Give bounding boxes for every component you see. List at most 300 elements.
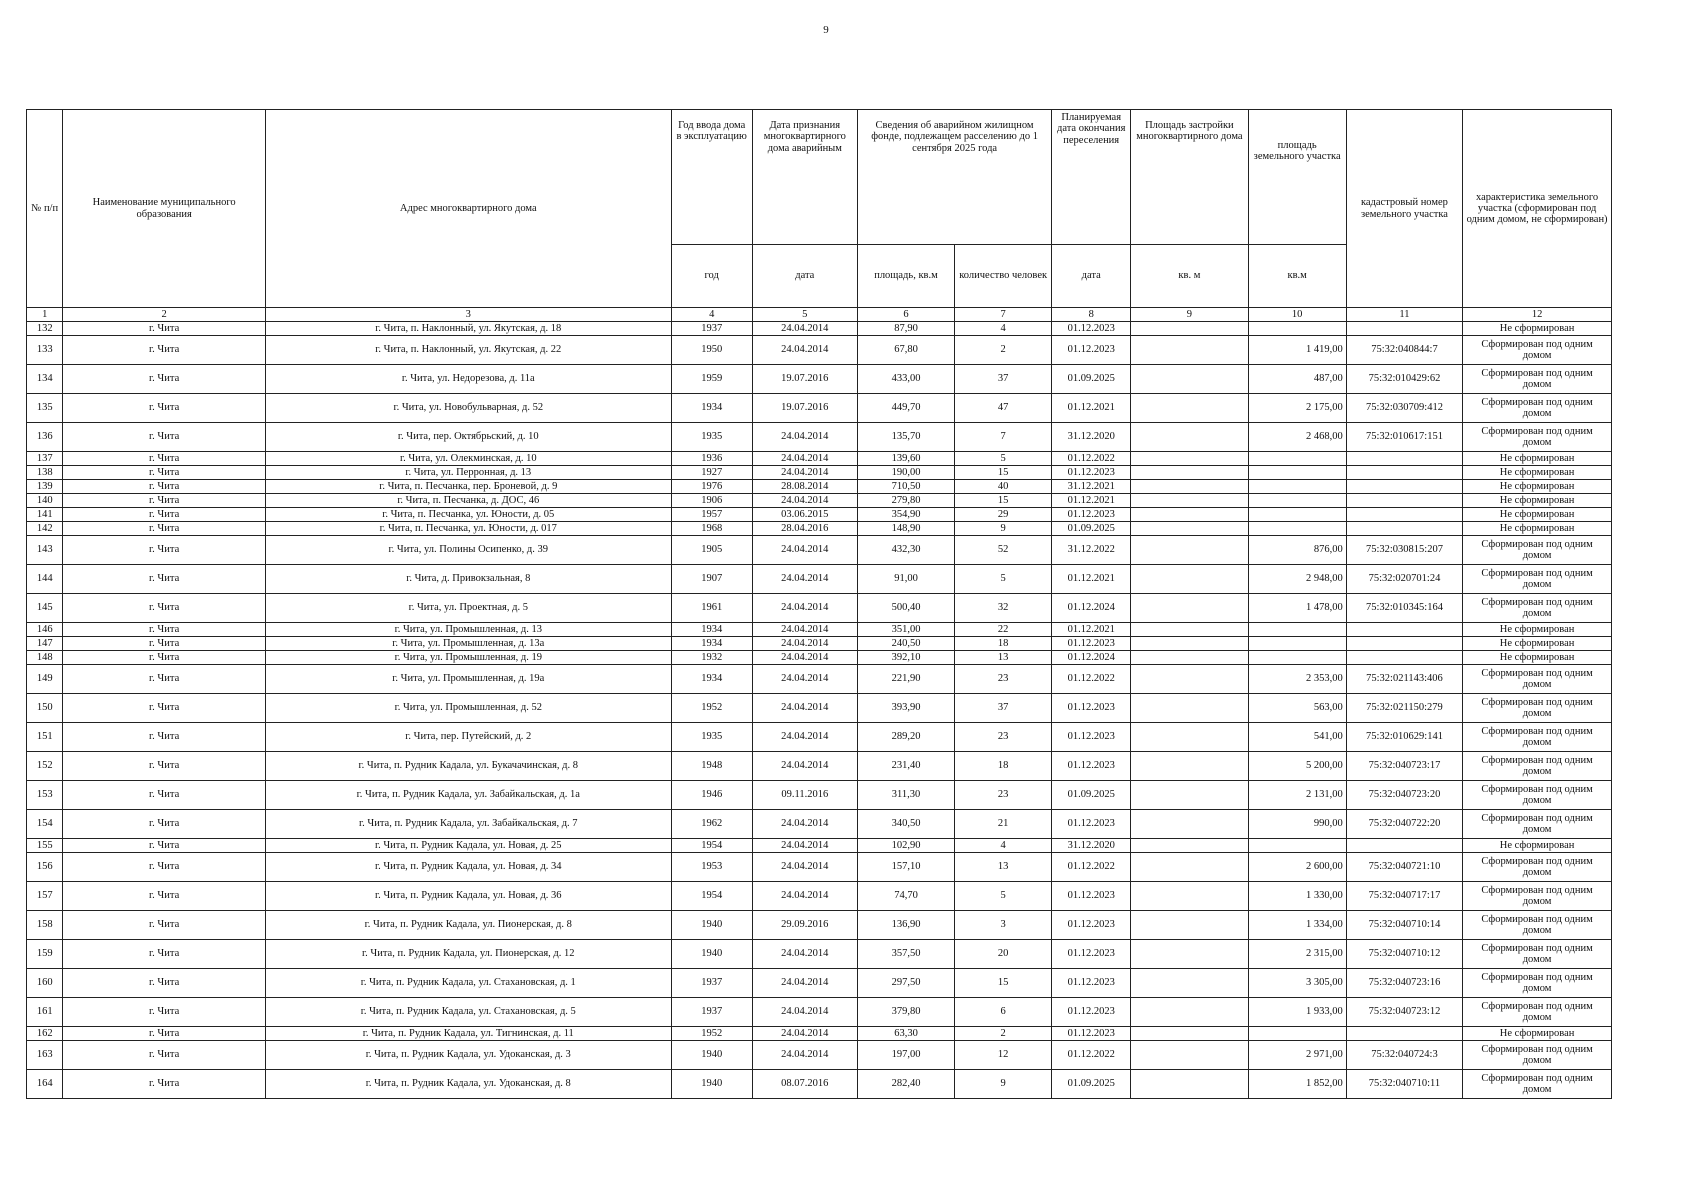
cell-people: 22 [955, 623, 1052, 637]
cell-building-area [1131, 651, 1248, 665]
cell-address: г. Чита, ул. Промышленная, д. 19 [265, 651, 671, 665]
cell-year: 1935 [671, 423, 752, 452]
cell-cadastral-number [1346, 508, 1462, 522]
cell-year: 1905 [671, 536, 752, 565]
cell-land-characteristic: Сформирован под одним домом [1463, 911, 1612, 940]
column-number: 1 [27, 308, 63, 322]
cell-recognition-date: 24.04.2014 [752, 940, 857, 969]
cell-year: 1976 [671, 480, 752, 494]
cell-land-characteristic: Сформирован под одним домом [1463, 940, 1612, 969]
cell-year: 1948 [671, 752, 752, 781]
cell-area: 449,70 [857, 394, 954, 423]
table-row [27, 336, 1612, 365]
cell-building-area [1131, 882, 1248, 911]
cell-cadastral-number [1346, 322, 1462, 336]
cell-recognition-date: 24.04.2014 [752, 810, 857, 839]
cell-land-characteristic: Сформирован под одним домом [1463, 394, 1612, 423]
table-row [27, 911, 1612, 940]
cell-people: 3 [955, 911, 1052, 940]
cell-land-area: 2 175,00 [1248, 394, 1346, 423]
cell-area: 240,50 [857, 637, 954, 651]
cell-planned-date: 01.12.2023 [1052, 322, 1131, 336]
cell-municipality: г. Чита [63, 781, 265, 810]
cell-land-characteristic: Сформирован под одним домом [1463, 694, 1612, 723]
cell-land-characteristic: Сформирован под одним домом [1463, 882, 1612, 911]
cell-year: 1962 [671, 810, 752, 839]
cell-building-area [1131, 423, 1248, 452]
cell-planned-date: 31.12.2020 [1052, 423, 1131, 452]
cell-address: г. Чита, п. Рудник Кадала, ул. Забайкальская, д. 7 [265, 810, 671, 839]
cell-building-area [1131, 336, 1248, 365]
cell-planned-date: 01.12.2023 [1052, 882, 1131, 911]
cell-municipality: г. Чита [63, 594, 265, 623]
cell-municipality: г. Чита [63, 853, 265, 882]
cell-people: 37 [955, 365, 1052, 394]
cell-number: 134 [27, 365, 63, 394]
cell-year: 1907 [671, 565, 752, 594]
cell-municipality: г. Чита [63, 365, 265, 394]
cell-year: 1927 [671, 466, 752, 480]
table-row [27, 365, 1612, 394]
cell-number: 151 [27, 723, 63, 752]
cell-building-area [1131, 998, 1248, 1027]
table-row [27, 322, 1612, 336]
cell-recognition-date: 24.04.2014 [752, 336, 857, 365]
cell-land-area: 3 305,00 [1248, 969, 1346, 998]
cell-land-characteristic: Не сформирован [1463, 480, 1612, 494]
cell-recognition-date: 24.04.2014 [752, 637, 857, 651]
cell-building-area [1131, 694, 1248, 723]
cell-land-characteristic: Сформирован под одним домом [1463, 665, 1612, 694]
cell-cadastral-number: 75:32:030815:207 [1346, 536, 1462, 565]
cell-area: 279,80 [857, 494, 954, 508]
cell-address: г. Чита, п. Рудник Кадала, ул. Пионерская, д. 12 [265, 940, 671, 969]
cell-municipality: г. Чита [63, 494, 265, 508]
cell-number: 161 [27, 998, 63, 1027]
cell-planned-date: 01.12.2021 [1052, 494, 1131, 508]
cell-year: 1950 [671, 336, 752, 365]
cell-cadastral-number: 75:32:040710:12 [1346, 940, 1462, 969]
cell-year: 1953 [671, 853, 752, 882]
cell-recognition-date: 24.04.2014 [752, 452, 857, 466]
cell-land-characteristic: Сформирован под одним домом [1463, 723, 1612, 752]
cell-year: 1932 [671, 651, 752, 665]
cell-address: г. Чита, ул. Перронная, д. 13 [265, 466, 671, 480]
cell-year: 1954 [671, 839, 752, 853]
cell-number: 145 [27, 594, 63, 623]
cell-recognition-date: 19.07.2016 [752, 365, 857, 394]
cell-municipality: г. Чита [63, 623, 265, 637]
cell-address: г. Чита, п. Рудник Кадала, ул. Новая, д. 25 [265, 839, 671, 853]
table-row [27, 969, 1612, 998]
cell-people: 5 [955, 882, 1052, 911]
cell-recognition-date: 24.04.2014 [752, 565, 857, 594]
cell-number: 133 [27, 336, 63, 365]
cell-municipality: г. Чита [63, 911, 265, 940]
cell-cadastral-number: 75:32:040722:20 [1346, 810, 1462, 839]
cell-area: 311,30 [857, 781, 954, 810]
cell-building-area [1131, 536, 1248, 565]
cell-land-area: 487,00 [1248, 365, 1346, 394]
page-number: 9 [823, 24, 829, 36]
cell-municipality: г. Чита [63, 1027, 265, 1041]
column-number: 5 [752, 308, 857, 322]
table-row [27, 536, 1612, 565]
cell-land-area [1248, 1027, 1346, 1041]
cell-land-characteristic: Не сформирован [1463, 1027, 1612, 1041]
cell-land-area: 1 852,00 [1248, 1070, 1346, 1099]
cell-land-characteristic: Сформирован под одним домом [1463, 752, 1612, 781]
cell-land-area: 990,00 [1248, 810, 1346, 839]
cell-number: 157 [27, 882, 63, 911]
cell-cadastral-number: 75:32:021150:279 [1346, 694, 1462, 723]
cell-land-area: 2 600,00 [1248, 853, 1346, 882]
table-row [27, 522, 1612, 536]
cell-planned-date: 01.12.2023 [1052, 998, 1131, 1027]
emergency-housing-table [26, 109, 1612, 1099]
cell-building-area [1131, 1070, 1248, 1099]
cell-cadastral-number: 75:32:010629:141 [1346, 723, 1462, 752]
col-header-land-area: площадь земельного участка [1248, 110, 1346, 245]
cell-building-area [1131, 853, 1248, 882]
cell-cadastral-number: 75:32:010429:62 [1346, 365, 1462, 394]
cell-municipality: г. Чита [63, 969, 265, 998]
col-header-year: Год ввода дома в эксплуатацию [671, 110, 752, 245]
cell-people: 23 [955, 723, 1052, 752]
cell-land-area: 2 315,00 [1248, 940, 1346, 969]
cell-recognition-date: 24.04.2014 [752, 594, 857, 623]
cell-building-area [1131, 623, 1248, 637]
cell-people: 32 [955, 594, 1052, 623]
cell-area: 289,20 [857, 723, 954, 752]
cell-number: 140 [27, 494, 63, 508]
table-row [27, 665, 1612, 694]
cell-address: г. Чита, п. Рудник Кадала, ул. Стахановская, д. 1 [265, 969, 671, 998]
cell-municipality: г. Чита [63, 694, 265, 723]
cell-area: 282,40 [857, 1070, 954, 1099]
cell-cadastral-number: 75:32:040724:3 [1346, 1041, 1462, 1070]
col-header-emergency-fund: Сведения об аварийном жилищном фонде, подлежащем расселению до 1 сентября 2025 года [857, 110, 1051, 245]
cell-number: 160 [27, 969, 63, 998]
cell-land-characteristic: Сформирован под одним домом [1463, 565, 1612, 594]
cell-address: г. Чита, п. Рудник Кадала, ул. Удоканская, д. 8 [265, 1070, 671, 1099]
cell-people: 2 [955, 336, 1052, 365]
cell-area: 433,00 [857, 365, 954, 394]
cell-year: 1952 [671, 694, 752, 723]
cell-municipality: г. Чита [63, 1041, 265, 1070]
cell-land-characteristic: Сформирован под одним домом [1463, 423, 1612, 452]
cell-people: 6 [955, 998, 1052, 1027]
cell-planned-date: 01.12.2022 [1052, 665, 1131, 694]
cell-address: г. Чита, п. Рудник Кадала, ул. Стахановская, д. 5 [265, 998, 671, 1027]
table-row [27, 637, 1612, 651]
cell-number: 141 [27, 508, 63, 522]
cell-land-area: 2 468,00 [1248, 423, 1346, 452]
table-row [27, 853, 1612, 882]
cell-year: 1954 [671, 882, 752, 911]
cell-cadastral-number: 75:32:040844:7 [1346, 336, 1462, 365]
cell-municipality: г. Чита [63, 839, 265, 853]
column-number: 6 [857, 308, 954, 322]
cell-people: 47 [955, 394, 1052, 423]
cell-land-area: 5 200,00 [1248, 752, 1346, 781]
cell-cadastral-number: 75:32:040723:12 [1346, 998, 1462, 1027]
cell-planned-date: 31.12.2020 [1052, 839, 1131, 853]
cell-area: 357,50 [857, 940, 954, 969]
cell-people: 21 [955, 810, 1052, 839]
cell-address: г. Чита, ул. Полины Осипенко, д. 39 [265, 536, 671, 565]
cell-number: 154 [27, 810, 63, 839]
cell-land-characteristic: Не сформирован [1463, 466, 1612, 480]
cell-land-characteristic: Не сформирован [1463, 623, 1612, 637]
cell-municipality: г. Чита [63, 665, 265, 694]
cell-address: г. Чита, п. Песчанка, пер. Броневой, д. 9 [265, 480, 671, 494]
cell-people: 40 [955, 480, 1052, 494]
cell-number: 137 [27, 452, 63, 466]
column-number: 11 [1346, 308, 1462, 322]
sub-header-sqm-land: кв.м [1248, 245, 1346, 308]
table-row [27, 752, 1612, 781]
cell-municipality: г. Чита [63, 452, 265, 466]
cell-number: 132 [27, 322, 63, 336]
cell-area: 190,00 [857, 466, 954, 480]
cell-planned-date: 01.12.2021 [1052, 565, 1131, 594]
cell-municipality: г. Чита [63, 522, 265, 536]
sub-header-sqm: кв. м [1131, 245, 1248, 308]
cell-municipality: г. Чита [63, 998, 265, 1027]
cell-address: г. Чита, ул. Проектная, д. 5 [265, 594, 671, 623]
cell-area: 87,90 [857, 322, 954, 336]
cell-address: г. Чита, ул. Олекминская, д. 10 [265, 452, 671, 466]
cell-planned-date: 01.12.2023 [1052, 694, 1131, 723]
col-header-number: № п/п [27, 110, 63, 308]
cell-cadastral-number [1346, 466, 1462, 480]
cell-number: 156 [27, 853, 63, 882]
cell-building-area [1131, 1027, 1248, 1041]
cell-cadastral-number [1346, 494, 1462, 508]
cell-recognition-date: 03.06.2015 [752, 508, 857, 522]
cell-planned-date: 01.12.2022 [1052, 853, 1131, 882]
cell-land-characteristic: Не сформирован [1463, 322, 1612, 336]
cell-number: 142 [27, 522, 63, 536]
cell-area: 74,70 [857, 882, 954, 911]
cell-planned-date: 01.12.2023 [1052, 752, 1131, 781]
cell-building-area [1131, 1041, 1248, 1070]
cell-address: г. Чита, п. Рудник Кадала, ул. Новая, д. 34 [265, 853, 671, 882]
cell-building-area [1131, 665, 1248, 694]
cell-year: 1906 [671, 494, 752, 508]
cell-building-area [1131, 508, 1248, 522]
cell-land-area: 2 948,00 [1248, 565, 1346, 594]
column-number: 10 [1248, 308, 1346, 322]
table-row [27, 508, 1612, 522]
cell-area: 354,90 [857, 508, 954, 522]
cell-cadastral-number: 75:32:040710:14 [1346, 911, 1462, 940]
cell-people: 23 [955, 781, 1052, 810]
cell-number: 136 [27, 423, 63, 452]
cell-number: 146 [27, 623, 63, 637]
cell-municipality: г. Чита [63, 565, 265, 594]
cell-municipality: г. Чита [63, 723, 265, 752]
cell-recognition-date: 24.04.2014 [752, 1027, 857, 1041]
cell-area: 221,90 [857, 665, 954, 694]
cell-number: 150 [27, 694, 63, 723]
cell-area: 136,90 [857, 911, 954, 940]
cell-area: 351,00 [857, 623, 954, 637]
cell-recognition-date: 24.04.2014 [752, 853, 857, 882]
cell-cadastral-number: 75:32:040717:17 [1346, 882, 1462, 911]
cell-number: 153 [27, 781, 63, 810]
cell-land-area: 563,00 [1248, 694, 1346, 723]
cell-cadastral-number: 75:32:021143:406 [1346, 665, 1462, 694]
cell-address: г. Чита, п. Рудник Кадала, ул. Забайкальская, д. 1а [265, 781, 671, 810]
cell-recognition-date: 24.04.2014 [752, 322, 857, 336]
cell-land-characteristic: Не сформирован [1463, 522, 1612, 536]
cell-land-area: 541,00 [1248, 723, 1346, 752]
cell-year: 1946 [671, 781, 752, 810]
cell-recognition-date: 24.04.2014 [752, 839, 857, 853]
cell-year: 1937 [671, 322, 752, 336]
cell-cadastral-number: 75:32:040723:16 [1346, 969, 1462, 998]
sub-header-year: год [671, 245, 752, 308]
cell-municipality: г. Чита [63, 480, 265, 494]
cell-address: г. Чита, ул. Новобульварная, д. 52 [265, 394, 671, 423]
table-row [27, 694, 1612, 723]
table-row [27, 565, 1612, 594]
table-row [27, 882, 1612, 911]
cell-cadastral-number: 75:32:010345:164 [1346, 594, 1462, 623]
cell-address: г. Чита, п. Наклонный, ул. Якутская, д. 18 [265, 322, 671, 336]
cell-planned-date: 31.12.2022 [1052, 536, 1131, 565]
column-number: 4 [671, 308, 752, 322]
cell-people: 9 [955, 522, 1052, 536]
cell-cadastral-number [1346, 1027, 1462, 1041]
cell-municipality: г. Чита [63, 394, 265, 423]
cell-land-characteristic: Сформирован под одним домом [1463, 536, 1612, 565]
cell-address: г. Чита, ул. Недорезова, д. 11а [265, 365, 671, 394]
cell-year: 1940 [671, 1041, 752, 1070]
table-row [27, 781, 1612, 810]
cell-area: 102,90 [857, 839, 954, 853]
table-row [27, 940, 1612, 969]
cell-cadastral-number [1346, 480, 1462, 494]
sub-header-area: площадь, кв.м [857, 245, 954, 308]
cell-area: 379,80 [857, 998, 954, 1027]
column-number: 9 [1131, 308, 1248, 322]
cell-people: 37 [955, 694, 1052, 723]
cell-land-area [1248, 623, 1346, 637]
cell-cadastral-number: 75:32:040710:11 [1346, 1070, 1462, 1099]
table-row [27, 723, 1612, 752]
cell-number: 158 [27, 911, 63, 940]
cell-recognition-date: 24.04.2014 [752, 665, 857, 694]
cell-number: 159 [27, 940, 63, 969]
cell-address: г. Чита, ул. Промышленная, д. 19а [265, 665, 671, 694]
cell-cadastral-number: 75:32:010617:151 [1346, 423, 1462, 452]
cell-number: 144 [27, 565, 63, 594]
cell-municipality: г. Чита [63, 336, 265, 365]
cell-recognition-date: 28.08.2014 [752, 480, 857, 494]
cell-recognition-date: 24.04.2014 [752, 494, 857, 508]
cell-planned-date: 01.12.2023 [1052, 911, 1131, 940]
cell-address: г. Чита, п. Рудник Кадала, ул. Букачачинская, д. 8 [265, 752, 671, 781]
col-header-address: Адрес многоквартирного дома [265, 110, 671, 308]
sub-header-people: количество человек [955, 245, 1052, 308]
cell-recognition-date: 24.04.2014 [752, 752, 857, 781]
cell-land-area: 1 334,00 [1248, 911, 1346, 940]
cell-planned-date: 01.09.2025 [1052, 1070, 1131, 1099]
cell-area: 297,50 [857, 969, 954, 998]
cell-number: 147 [27, 637, 63, 651]
cell-address: г. Чита, пер. Путейский, д. 2 [265, 723, 671, 752]
cell-building-area [1131, 494, 1248, 508]
cell-address: г. Чита, п. Рудник Кадала, ул. Удоканская, д. 3 [265, 1041, 671, 1070]
table-row [27, 998, 1612, 1027]
cell-planned-date: 01.12.2023 [1052, 466, 1131, 480]
cell-building-area [1131, 752, 1248, 781]
cell-building-area [1131, 940, 1248, 969]
cell-people: 5 [955, 565, 1052, 594]
cell-building-area [1131, 466, 1248, 480]
cell-number: 162 [27, 1027, 63, 1041]
cell-recognition-date: 28.04.2016 [752, 522, 857, 536]
cell-land-characteristic: Сформирован под одним домом [1463, 969, 1612, 998]
table-row [27, 423, 1612, 452]
cell-people: 12 [955, 1041, 1052, 1070]
cell-planned-date: 01.12.2023 [1052, 637, 1131, 651]
cell-cadastral-number: 75:32:040723:20 [1346, 781, 1462, 810]
cell-area: 135,70 [857, 423, 954, 452]
cell-address: г. Чита, п. Рудник Кадала, ул. Тигнинская, д. 11 [265, 1027, 671, 1041]
cell-planned-date: 01.12.2023 [1052, 810, 1131, 839]
table-row [27, 494, 1612, 508]
table-row [27, 623, 1612, 637]
cell-number: 164 [27, 1070, 63, 1099]
table-row [27, 452, 1612, 466]
cell-land-characteristic: Не сформирован [1463, 452, 1612, 466]
cell-year: 1952 [671, 1027, 752, 1041]
cell-municipality: г. Чита [63, 637, 265, 651]
cell-recognition-date: 24.04.2014 [752, 623, 857, 637]
cell-planned-date: 01.12.2021 [1052, 623, 1131, 637]
cell-planned-date: 01.12.2021 [1052, 394, 1131, 423]
cell-recognition-date: 24.04.2014 [752, 723, 857, 752]
cell-area: 91,00 [857, 565, 954, 594]
cell-people: 5 [955, 452, 1052, 466]
cell-municipality: г. Чита [63, 752, 265, 781]
cell-recognition-date: 24.04.2014 [752, 651, 857, 665]
cell-land-area [1248, 466, 1346, 480]
cell-recognition-date: 09.11.2016 [752, 781, 857, 810]
cell-building-area [1131, 781, 1248, 810]
table-row [27, 480, 1612, 494]
cell-land-area: 2 131,00 [1248, 781, 1346, 810]
cell-land-characteristic: Не сформирован [1463, 651, 1612, 665]
cell-recognition-date: 24.04.2014 [752, 536, 857, 565]
col-header-recognition-date: Дата признания многоквартирного дома аварийным [752, 110, 857, 245]
cell-people: 13 [955, 853, 1052, 882]
cell-people: 20 [955, 940, 1052, 969]
table-row [27, 594, 1612, 623]
cell-number: 135 [27, 394, 63, 423]
cell-land-characteristic: Не сформирован [1463, 494, 1612, 508]
table-row [27, 810, 1612, 839]
cell-land-area: 2 971,00 [1248, 1041, 1346, 1070]
cell-land-area [1248, 651, 1346, 665]
cell-land-characteristic: Сформирован под одним домом [1463, 594, 1612, 623]
cell-municipality: г. Чита [63, 536, 265, 565]
cell-cadastral-number: 75:32:020701:24 [1346, 565, 1462, 594]
